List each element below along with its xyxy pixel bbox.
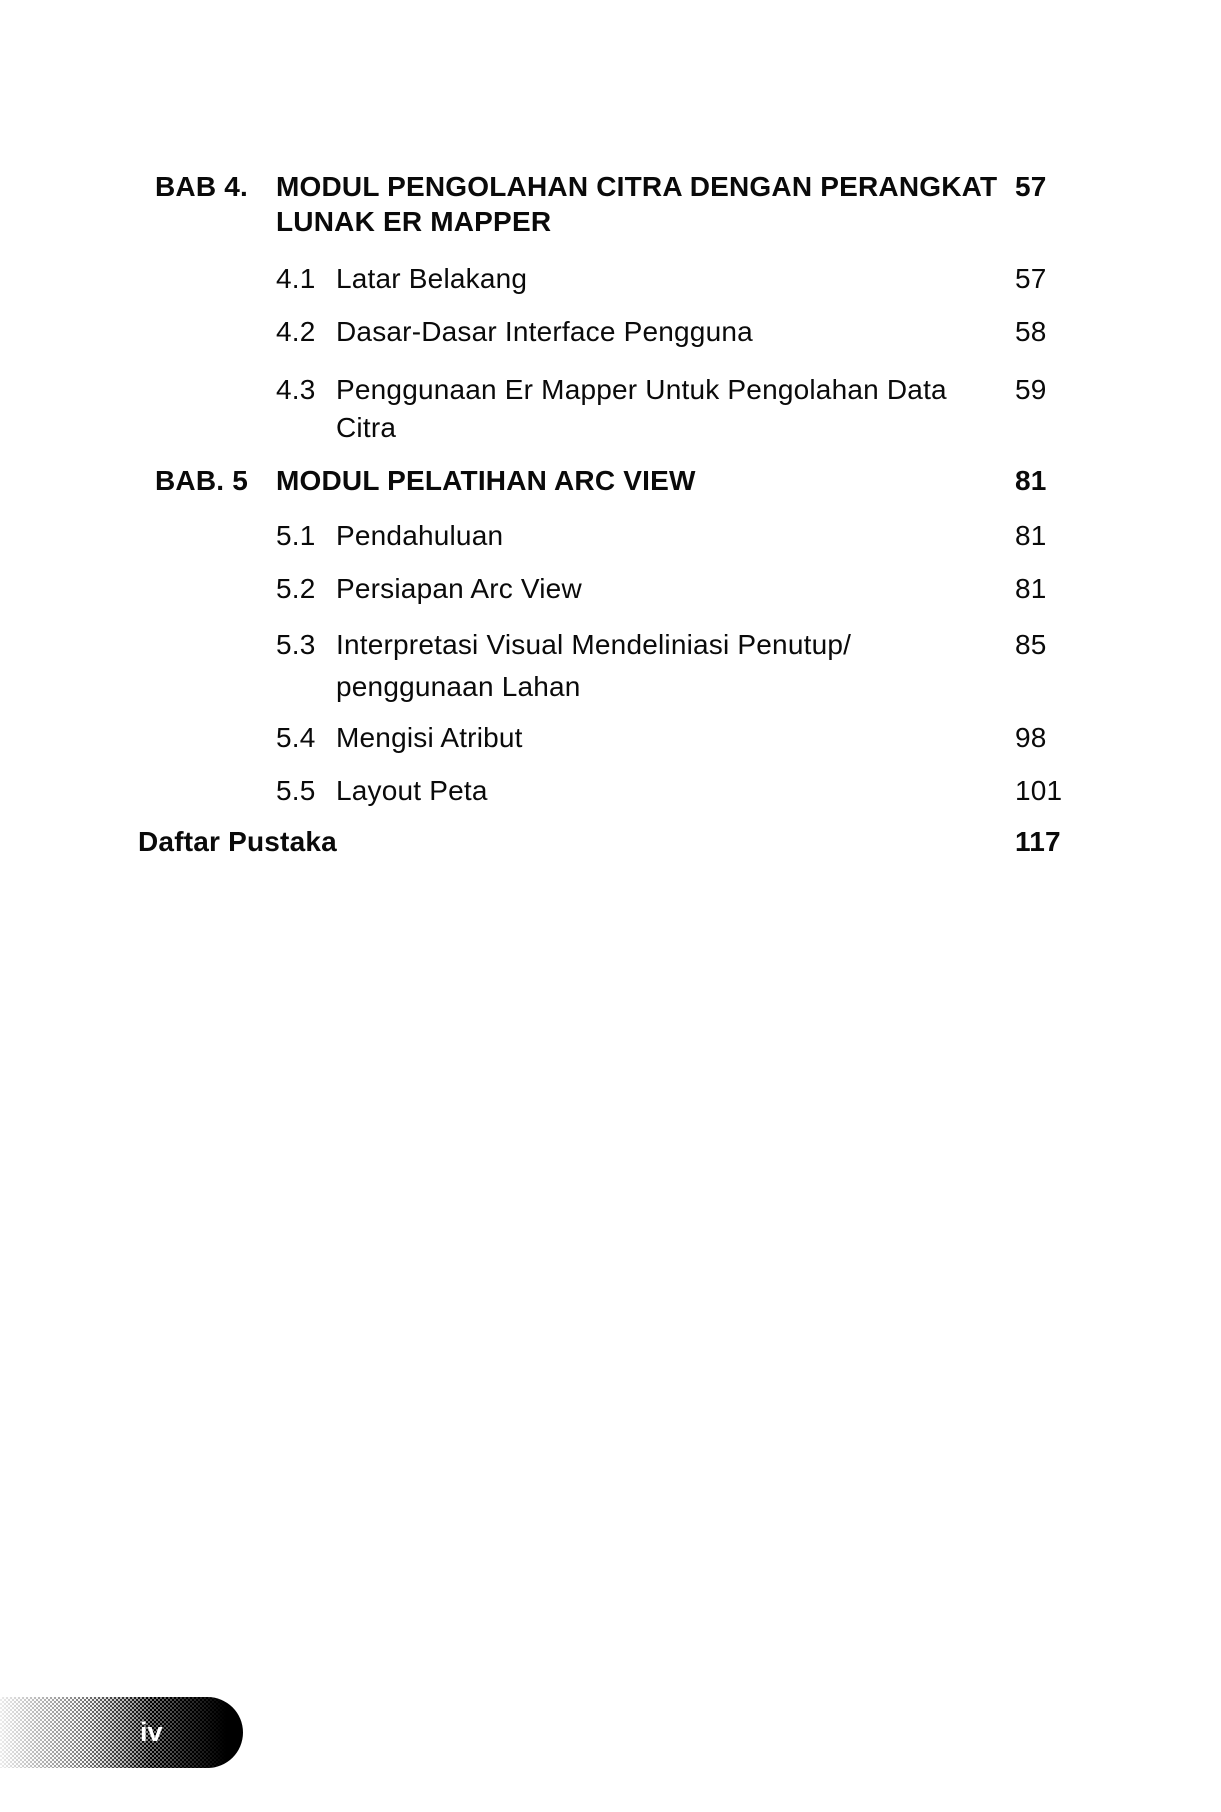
page-number: 117 [1015, 826, 1061, 857]
chapter-label: BAB. 5 [155, 465, 248, 496]
section-number: 4.1 [276, 263, 316, 294]
section-number: 5.1 [276, 520, 316, 551]
section-title [336, 371, 947, 447]
title-line: penggunaan Lahan [336, 671, 581, 702]
title-line: Citra [336, 412, 397, 443]
page-number: 57 [1015, 171, 1047, 202]
section-number: 5.2 [276, 573, 316, 604]
section-title [336, 624, 851, 708]
section-title: Dasar-Dasar Interface Pengguna [336, 316, 753, 347]
footer-page-number: iv [140, 1717, 163, 1747]
chapter-title: MODUL PELATIHAN ARC VIEW [276, 465, 696, 496]
page-number: 81 [1015, 520, 1047, 551]
chapter-label: BAB 4. [155, 171, 248, 202]
section-title: Pendahuluan [336, 520, 504, 551]
page-number: 98 [1015, 722, 1047, 753]
page-number: 81 [1015, 573, 1047, 604]
title-line: MODUL PENGOLAHAN CITRA DENGAN PERANGKAT [276, 171, 998, 202]
chapter-title [276, 169, 997, 239]
backmatter-label: Daftar Pustaka [138, 826, 337, 857]
section-number: 5.4 [276, 722, 316, 753]
section-title: Persiapan Arc View [336, 573, 582, 604]
page-number: 85 [1015, 629, 1047, 660]
section-number: 4.3 [276, 374, 316, 405]
page-number: 81 [1015, 465, 1047, 496]
page-number: 57 [1015, 263, 1047, 294]
title-line: Penggunaan Er Mapper Untuk Pengolahan Data [336, 374, 947, 405]
section-number: 4.2 [276, 316, 316, 347]
section-number: 5.5 [276, 775, 316, 806]
section-number: 5.3 [276, 629, 316, 660]
section-title: Latar Belakang [336, 263, 528, 294]
section-title: Layout Peta [336, 775, 488, 806]
page-number: 59 [1015, 374, 1047, 405]
page-number: 101 [1015, 775, 1063, 806]
section-title: Mengisi Atribut [336, 722, 523, 753]
title-line: Interpretasi Visual Mendeliniasi Penutup/ [336, 629, 852, 660]
page-number: 58 [1015, 316, 1047, 347]
title-line: LUNAK ER MAPPER [276, 206, 552, 237]
footer-page-tab [0, 1697, 243, 1768]
